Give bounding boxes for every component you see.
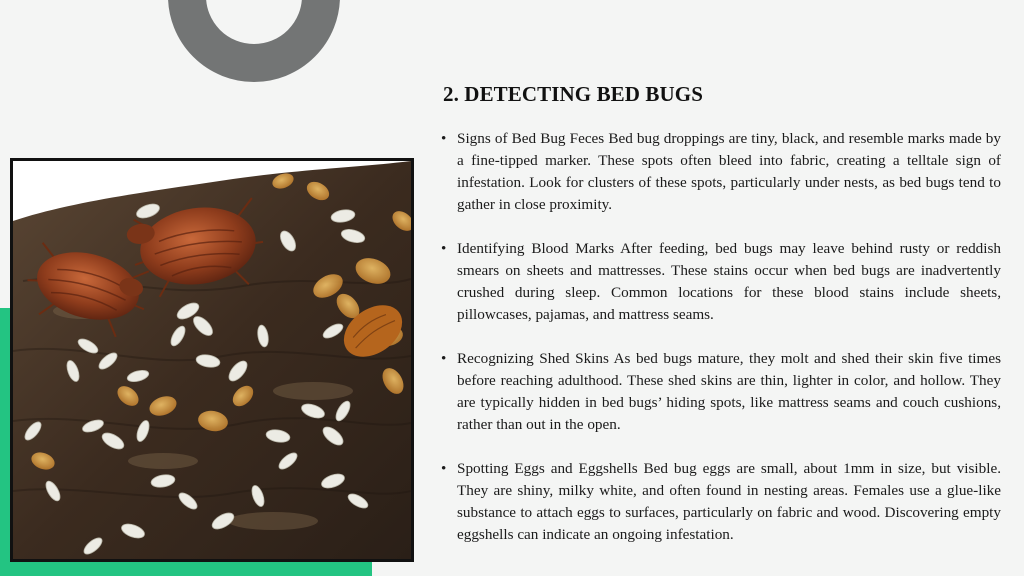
bullet-marker: • [441,460,447,477]
bed-bugs-photo [10,158,414,562]
bullet-eggs [441,458,1001,546]
bullet-text: Recognizing Shed Skins As bed bugs mature, they molt and shed their skin five times before reaching adulthood. These shed skins are thin, lighter in color, and hollow. They are typically hidden in bed bugs’ hiding spots, like mattress seams and couch cushions, rather than out in the open. [457,350,1001,433]
bullet-text: Signs of Bed Bug Feces Bed bug droppings are tiny, black, and resemble marks made by a fine-tipped marker. These spots often bleed into fabric, creating a telltale sign of infestation. Look for clusters of these spots, particularly under nests, as bed bugs tend to gather in close proximity. [457,130,1001,213]
bullet-marker: • [441,130,447,147]
bullet-marker: • [441,350,447,367]
bullet-marker: • [441,240,447,257]
page-title: 2. DETECTING BED BUGS [443,82,703,106]
bullet-shed-skins [441,348,1001,436]
bullet-text: Spotting Eggs and Eggshells Bed bug eggs are small, about 1mm in size, but visible. They are shiny, milky white, and often found in nesting areas. Females use a glue-like substance to attach eggs to surfaces, particularly on fabric and wood. Discovering empty eggshells can indicate an ongoing infestation. [457,460,1001,543]
bullet-list [441,128,1001,568]
bullet-text: Identifying Blood Marks After feeding, bed bugs may leave behind rusty or reddish smears on sheets and mattresses. These stains occur when bed bugs are inadvertently crushed during sleep. Common locations for these blood stains include sheets, pillowcases, pajamas, and mattress seams. [457,240,1001,323]
bed-bugs-illustration [13,161,411,559]
bullet-blood-marks [441,238,1001,326]
bullet-feces [441,128,1001,216]
decorative-ring [168,0,340,82]
